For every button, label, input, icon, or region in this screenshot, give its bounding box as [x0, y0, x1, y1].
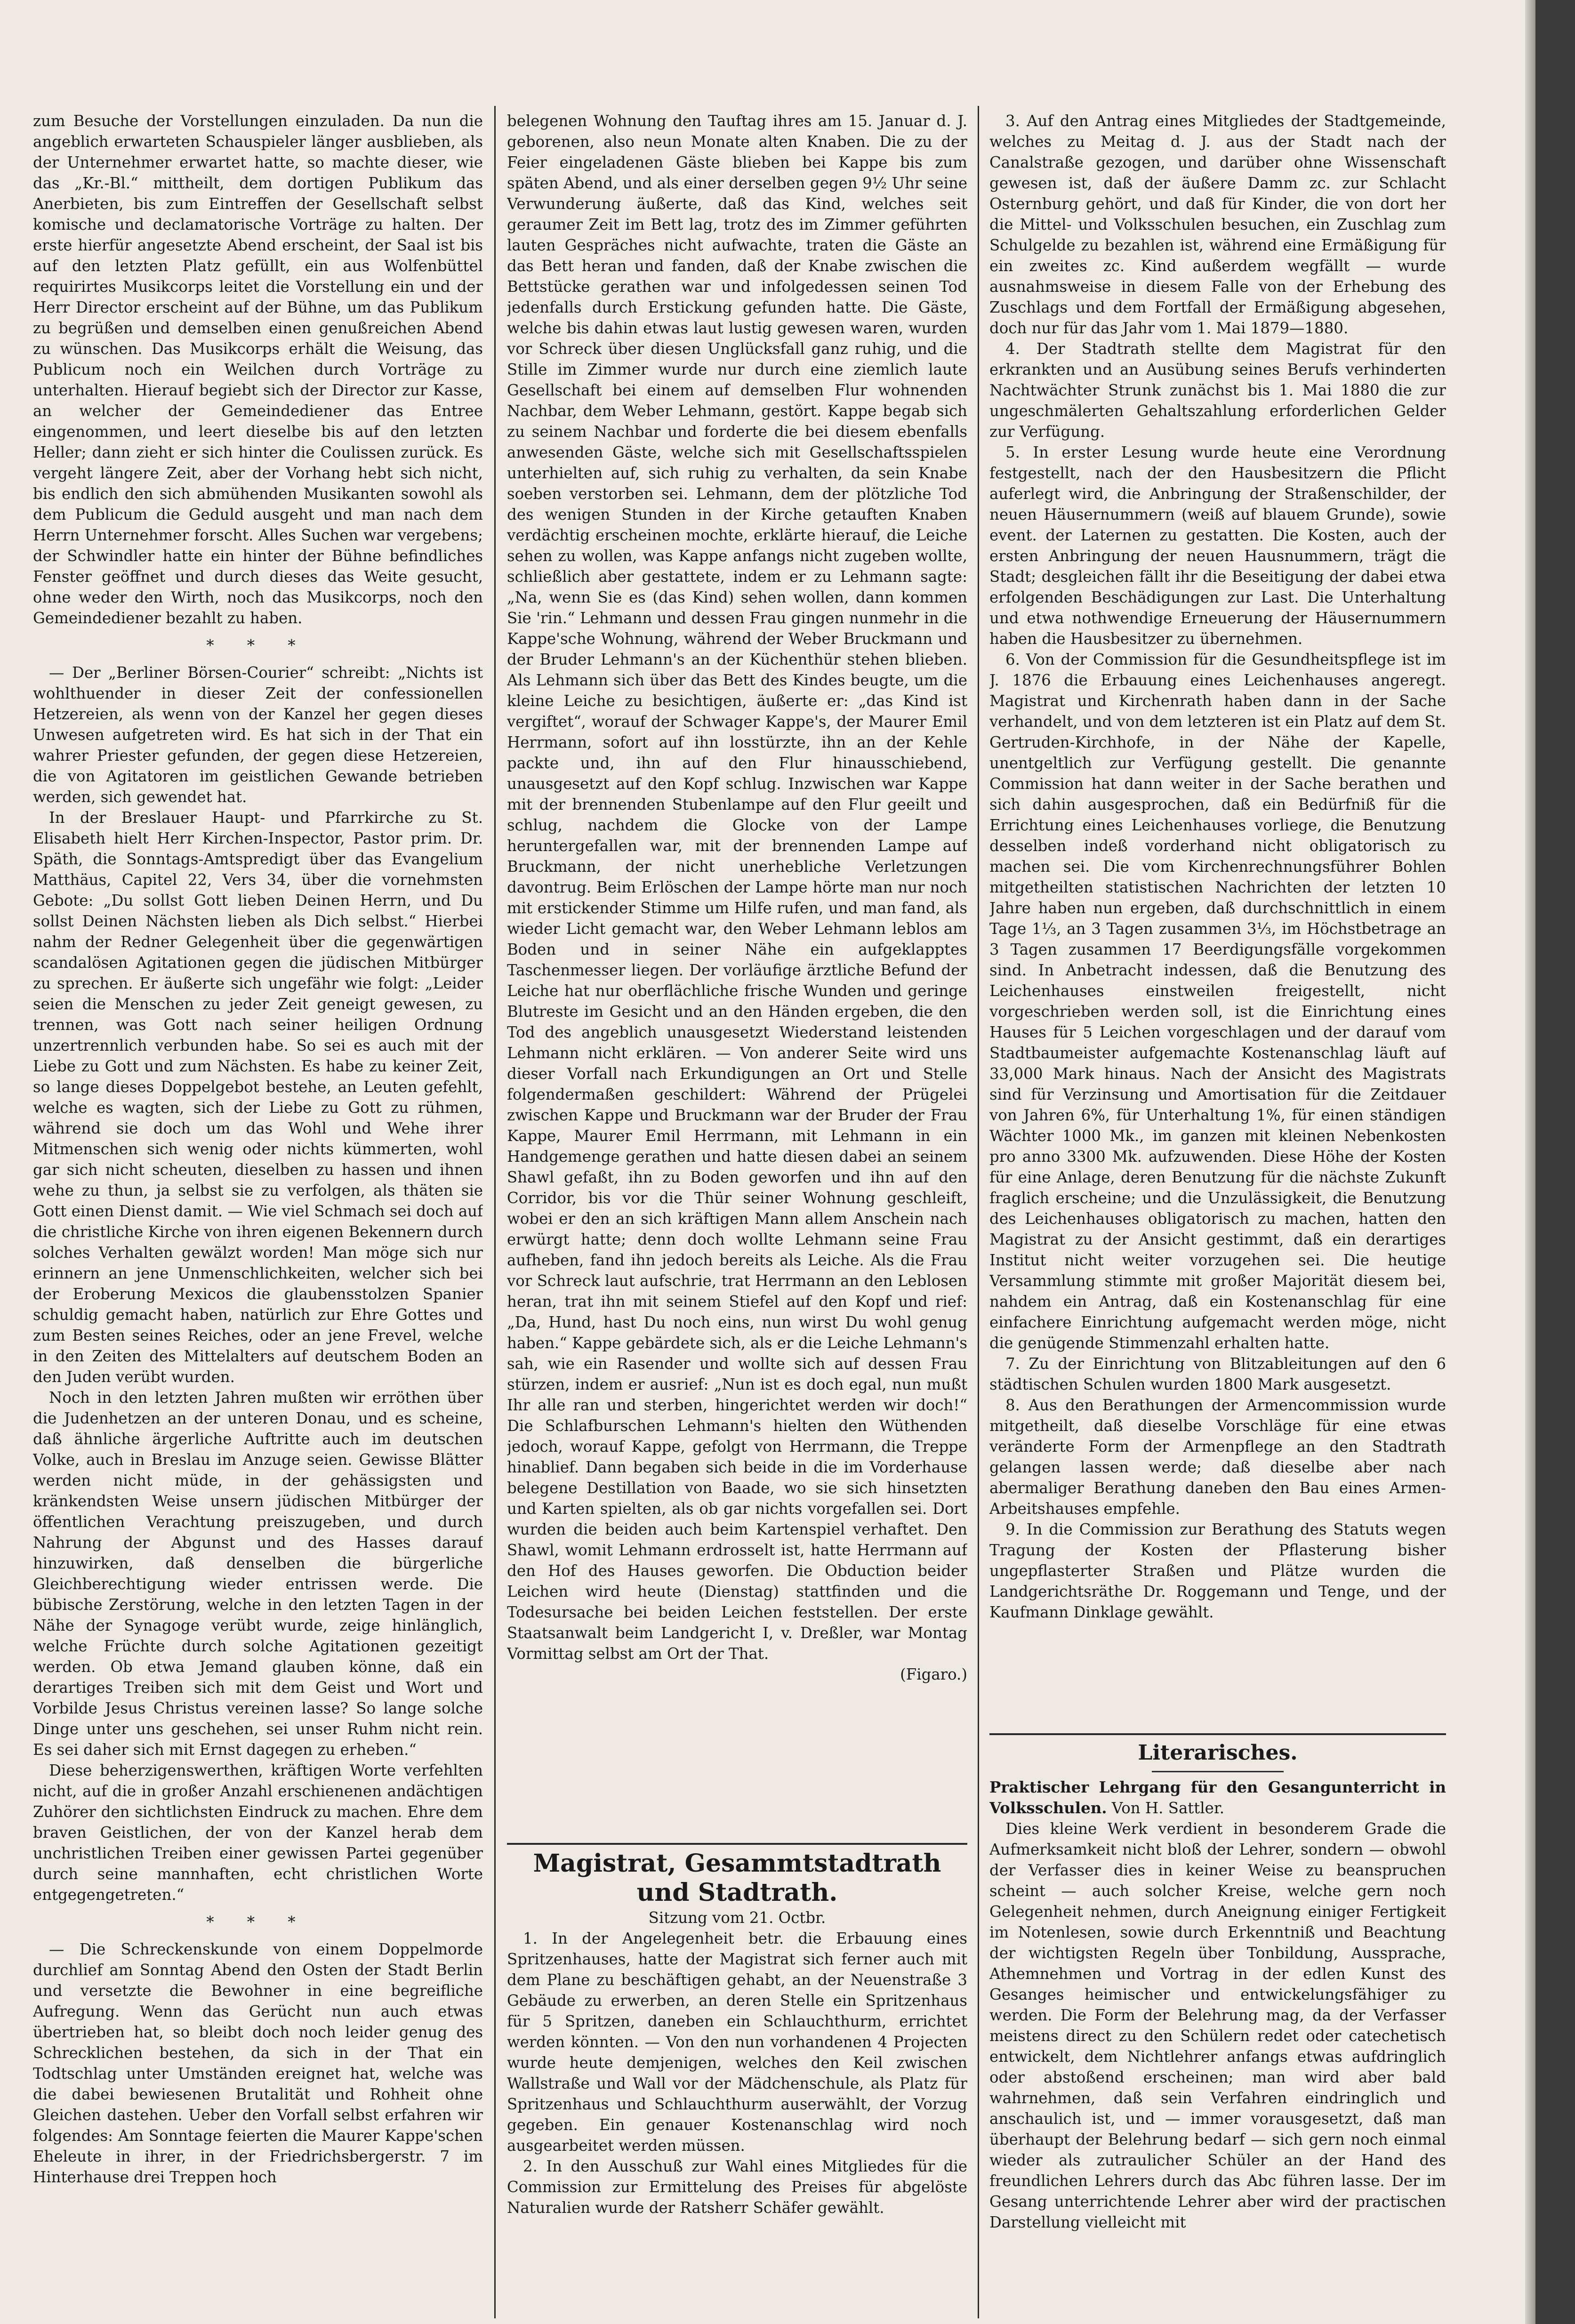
section-heading: Literarisches. [1138, 1741, 1298, 1765]
section-rule [989, 1733, 1446, 1735]
heading-rule [1152, 1771, 1284, 1772]
section-separator: * * * [206, 1913, 310, 1931]
source-attribution: (Figaro.) [900, 1665, 967, 1683]
literary-section [989, 1740, 1446, 2305]
column-rule [494, 106, 496, 2318]
article-text: zum Besuche der Vorstellungen einzuladen. Da nun die angeblich erwarteten Schauspieler länger ausblieben, als der Unternehmer erwartet hatte, so machte dieser, wie das „Kr.-Bl.“ mittheilt, dem dortigen Publikum das Anerbieten, bis zum Eintreffen der Gesellschaft selbst komische und declamatorische Vorträge zu halten. Der erste hierfür angesetzte Abend erscheint, der Saal ist bis auf den letzten Platz gefüllt, ein aus Wolfenbüttel requirirtes Musikcorps leitet die Vorstellung ein und der Herr Director erscheint auf der Bühne, um das Publikum zu begrüßen und demselben einen genußreichen Abend zu wünschen. Das Musikcorps erhält die Weisung, das Publicum noch ein Weilchen durch Vorträge zu unterhalten. Hierauf begiebt sich der Director zur Kasse, an welcher der Gemeindediener das Entree eingenommen, und leert dieselbe bis auf den letzten Heller; dann zieht er sich hinter die Coulissen zurück. Es vergeht längere Zeit, aber der Vorhang hebt sich nicht, bis endlich den sich abmühenden Musikanten sowohl als dem Publicum die Geduld ausgeht und man nach dem Herrn Unternehmer forscht. Alles Suchen war vergebens; der Schwindler hatte ein hinter der Bühne befindliches Fenster geöffnet und durch dieses das Weite gesucht, ohne weder den Wirth, noch das Musikcorps, noch den Gemeindediener bezahlt zu haben. [33, 112, 483, 627]
column-rule [978, 106, 979, 2318]
article-text: 4. Der Stadtrath stellte dem Magistrat für den erkrankten und an Ausübung seines Berufs verhinderten Nachtwächter Strunk zunächst bis 1. Mai 1880 die zur ungeschmälerten Gehaltszahlung erforderlichen Gelder zur Verfügung. [989, 340, 1446, 441]
section-rule [507, 1843, 967, 1845]
page-edge [1525, 0, 1535, 2324]
article-text: 3. Auf den Antrag eines Mitgliedes der Stadtgemeinde, welches zu Meitag d. J. aus der Stadt nach der Canalstraße gezogen, und darüber ohne Wissenschaft gewesen ist, daß der äußere Damm zc. zur Schlacht Osternburg gehört, und daß für Kinder, die von dort her die Mittel- und Volksschulen besuchen, ein Zuschlag zum Schulgelde zu bezahlen ist, während eine Ermäßigung für ein zweites zc. Kind außerdem wegfällt — wurde ausnahmsweise in diesem Falle von der Erhebung des Zuschlags und dem Fortfall der Ermäßigung abgesehen, doch nur für das Jahr vom 1. Mai 1879—1880. [989, 112, 1446, 337]
article-text: Dies kleine Werk verdient in besonderem Grade die Aufmerksamkeit nicht bloß der Lehrer, sondern — obwohl der Verfasser dies in keiner Weise zu beanspruchen scheint — auch solcher Kreise, welche gern noch Gelegenheit nehmen, durch Aneignung einiger Fertigkeit im Notenlesen, sowie durch Erkenntniß und Beachtung der wichtigsten Regeln über Tonbildung, Aussprache, Athemnehmen und Vortrag in der edlen Kunst des Gesanges heimischer und entwickelungsfähiger zu werden. Die Form der Belehrung mag, da der Verfasser meistens direct zu den Schülern redet oder catechetisch entwickelt, dem Nichtlehrer anfangs etwas aufdringlich oder abstoßend erscheinen; man wird aber bald wahrnehmen, daß sein Verfahren eindringlich und anschaulich ist, und — immer vorausgesetzt, daß man überhaupt der Belehrung bedarf — sich gern noch einmal wieder als zutraulicher Schüler an der Hand des freundlichen Lehrers durch das Abc führen lasse. Der im Gesang unterrichtende Lehrer aber wird der practischen Darstellung vielleicht mit [989, 1820, 1446, 2231]
article-text: — Die Schreckenskunde von einem Doppelmorde durchlief am Sonntag Abend den Osten der Stadt Berlin und versetzte die Bewohner in eine begreifliche Aufregung. Wenn das Gerücht nun auch etwas übertrieben hat, so bleibt doch noch leider genug des Schrecklichen bestehen, da sich in der That ein Todtschlag unter Umständen ereignet hat, welche was die dabei bewiesenen Brutalität und Rohheit ohne Gleichen dastehen. Ueber den Vorfall selbst erfahren wir folgendes: Am Sonntage feierten die Maurer Kappe'schen Eheleute in ihrer, in der Friedrichsbergerstr. 7 im Hinterhause drei Treppen hoch [33, 1940, 483, 2186]
article-text: In der Breslauer Haupt- und Pfarrkirche zu St. Elisabeth hielt Herr Kirchen-Inspector, Pastor prim. Dr. Späth, die Sonntags-Amtspredigt über das Evangelium Matthäus, Capitel 22, Vers 34, über die vornehmsten Gebote: „Du sollst Gott lieben Deinen Herrn, und Du sollst Deinen Nächsten lieben als Dich selbst.“ Hierbei nahm der Redner Gelegenheit über die gegenwärtigen scandalösen Agitationen gegen die jüdischen Mitbürger zu sprechen. Er äußerte sich ungefähr wie folgt: „Leider seien die Menschen zu jeder Zeit geneigt gewesen, zu trennen, was Gott nach seiner heiligen Ordnung unzertrennlich verbunden habe. So sei es auch mit der Liebe zu Gott und zum Nächsten. Es habe zu keiner Zeit, so lange dieses Doppelgebot bestehe, an Leuten gefehlt, welche es wagten, sich der Liebe zu Gott zu rühmen, während sie doch um das Wohl und Wehe ihrer Mitmenschen sich wenig oder nichts kümmerten, wohl gar sich nicht scheuten, dieselben zu hassen und ihnen wehe zu thun, ja selbst sie zu verfolgen, als thäten sie Gott einen Dienst damit. — Wie viel Schmach sei doch auf die christliche Kirche von ihren eigenen Bekennern durch solches Verhalten gewälzt worden! Man möge sich nur erinnern an jene Unmenschlichkeiten, welcher sich bei der Eroberung Mexicos die glaubensstolzen Spanier schuldig gemacht haben, natürlich zur Ehre Gottes und zum Besten seines Reiches, oder an jene Frevel, welche in den Zeiten des Mittelalters auf deutschem Boden an den Juden verübt wurden. [33, 809, 483, 1386]
middle-column [507, 111, 967, 1963]
article-text: — Der „Berliner Börsen-Courier“ schreibt: „Nichts ist wohlthuender in dieser Zeit der confessionellen Hetzereien, als wenn von der Kanzel her gegen dieses Unwesen aufgetreten wird. Es hat sich in der That ein wahrer Priester gefunden, der gegen diese Hetzereien, die von Agitatoren im geistlichen Gewande betrieben werden, sich gewendet hat. [33, 664, 483, 806]
article-text: 5. In erster Lesung wurde heute eine Verordnung festgestellt, nach der den Hausbesitzern die Pflicht auferlegt wird, die Anbringung der Straßenschilder, der neuen Häusernummern (weiß auf blauem Grunde), sowie event. der Laternen zu gestatten. Die Kosten, auch der ersten Anbringung der neuen Hausnummern, trägt die Stadt; desgleichen fällt ihr die Beseitigung der dabei etwa erfolgenden Beschädigungen zur Last. Die Unterhaltung und etwa nothwendige Erneuerung der Häusernummern haben die Hausbesitzer zu übernehmen. [989, 443, 1446, 648]
scan-background [1535, 0, 1575, 2324]
article-text: 8. Aus den Berathungen der Armencommission wurde mitgetheilt, daß dieselbe Vorschläge für eine etwas veränderte Form der Armenpflege an den Stadtrath gelangen lassen werde; daß dieselbe aber nach abermaliger Berathung daneben den Bau eines Armen-Arbeitshauses empfehle. [989, 1396, 1446, 1518]
article-text: Diese beherzigenswerthen, kräftigen Worte verfehlten nicht, auf die in großer Anzahl erschienenen andächtigen Zuhörer den sichtlichsten Eindruck zu machen. Ehre dem braven Geistlichen, der von der Kanzel herab dem unchristlichen Treiben einer gewissen Partei gegenüber durch seine mannhaften, echt christlichen Worte entgegengetreten.“ [33, 1761, 483, 1904]
book-author: Von H. Sattler. [1111, 1799, 1225, 1817]
article-text: Noch in den letzten Jahren mußten wir erröthen über die Judenhetzen an der unteren Donau, und es scheine, daß ähnliche ärgerliche Auftritte auch im deutschen Volke, auch in Breslau im Anzuge seien. Gewisse Blätter werden nicht müde, in der gehässigsten und kränkendsten Weise unsern jüdischen Mitbürger der öffentlichen Verachtung preiszugeben, und durch Nahrung der Abgunst und des Hasses darauf hinzuwirken, daß denselben die bürgerliche Gleichberechtigung wieder entrissen werde. Die bübische Zerstörung, welche in den letzten Tagen in der Nähe der Synagoge verübt wurde, zeige hinlänglich, welche Früchte durch solche Agitationen gezeitigt werden. Ob etwa Jemand glauben könne, daß ein derartiges Treiben sich mit dem Geist und Wort und Vorbilde Jesus Christus vereinen lasse? So lange solche Dinge unter uns geschehen, sei unser Ruhm nicht rein. Es sei daher sich mit Ernst dagegen zu erheben.“ [33, 1389, 483, 1759]
article-text: 6. Von der Commission für die Gesundheitspflege ist im J. 1876 die Erbauung eines Leichenhauses angeregt. Magistrat und Kirchenrath haben dann in der Sache verhandelt, und von dem letzteren ist ein Platz auf dem St. Gertruden-Kirchhofe, in der Nähe der Kapelle, unentgeltlich zur Verfügung gestellt. Die genannte Commission hat dann weiter in der Sache berathen und sich dahin ausgesprochen, daß ein Bedürfniß für die Errichtung eines Leichenhauses vorliege, die Benutzung desselben indeß vorderhand nicht obligatorisch zu machen sei. Die vom Kirchenrechnungsführer Bohlen mitgetheilten statistischen Nachrichten der letzten 10 Jahre haben nun ergeben, daß durchschnittlich in einem Tage 1⅓, an 3 Tagen zusammen 3⅓, im Höchstbetrage an 3 Tagen zusammen 17 Beerdigungsfälle vorgekommen sind. In Anbetracht indessen, daß die Benutzung des Leichenhauses einstweilen freigestellt, nicht vorgeschrieben werden soll, ist die Einrichtung eines Hauses für 5 Leichen vorgeschlagen und der darauf vom Stadtbaumeister aufgemachte Kostenanschlag läuft auf 33,000 Mark hinaus. Nach der Ansicht des Magistrats sind für Verzinsung und Amortisation für die Zeitdauer von Jahren 6%, für Unterhaltung 1%, für einen ständigen Wächter 1000 Mk., im ganzen mit kleinen Nebenkosten pro anno 3300 Mk. aufzuwenden. Diese Höhe der Kosten für eine Anlage, deren Benutzung für die nächste Zukunft fraglich erscheine; und die Unzulässigkeit, die Benutzung des Leichenhauses obligatorisch zu machen, hatten den Magistrat zu der Ansicht gestimmt, daß ein derartiges Institut nicht weiter vorzugehen sei. Die heutige Versammlung stimmte mit großer Majorität diesem bei, nahdem ein Antrag, daß ein Kostenanschlag für eine einfachere Einrichtung aufgemacht werden möge, nicht die genügende Stimmenzahl erhalten hatte. [989, 651, 1446, 1352]
right-column [989, 111, 1446, 1730]
magistrat-section [507, 1849, 967, 2292]
book-title: Praktischer Lehrgang für den Gesangunterricht in Volksschulen. [989, 1778, 1446, 1817]
left-column [33, 111, 483, 2318]
article-text: 7. Zu der Einrichtung von Blitzableitungen auf den 6 städtischen Schulen wurden 1800 Mark ausgesetzt. [989, 1355, 1446, 1393]
session-date: Sitzung vom 21. Octbr. [648, 1909, 826, 1927]
section-separator: * * * [206, 636, 310, 654]
article-text: 2. In den Ausschuß zur Wahl eines Mitgliedes für die Commission zur Ermittelung des Preises für abgelöste Naturalien wurde der Ratsherr Schäfer gewählt. [507, 2157, 967, 2217]
article-text: 9. In die Commission zur Berathung des Statuts wegen Tragung der Kosten der Pflasterung bisher ungepflasterter Straßen und Plätze wurden die Landgerichtsräthe Dr. Roggemann und Tenge, und der Kaufmann Dinklage gewählt. [989, 1520, 1446, 1621]
article-text: 1. In der Angelegenheit betr. die Erbauung eines Spritzenhauses, hatte der Magistrat sich ferner auch mit dem Plane zu beschäftigen gehabt, an der Neuenstraße 3 Gebäude zu erwerben, an deren Stelle ein Spritzenhaus für 5 Spritzen, daneben ein Schlauchthurm, errichtet werden könnten. — Von den nun vorhandenen 4 Projecten wurde heute demjenigen, welches den Keil zwischen Wallstraße und Wall vor der Mädchenschule, als Platz für Spritzenhaus und Schlauchthurm auserwählt, der Vorzug gegeben. Ein genauer Kostenanschlag wird noch ausgearbeitet werden müssen. [507, 1930, 967, 2155]
article-text: belegenen Wohnung den Tauftag ihres am 15. Januar d. J. geborenen, also neun Monate alten Knaben. Die zu der Feier eingeladenen Gäste blieben bei Kappe bis zum späten Abend, und als einer derselben gegen 9½ Uhr seine Verwunderung äußerte, daß das Kind, welches seit geraumer Zeit im Bett lag, trotz des im Zimmer geführten lauten Gespräches nicht aufwachte, traten die Gäste an das Bett heran und fanden, daß der Knabe zwischen die Bettstücke gerathen war und infolgedessen seinen Tod jedenfalls durch Erstickung gefunden hatte. Die Gäste, welche bis dahin etwas laut lustig gewesen waren, wurden vor Schreck über diesen Unglücksfall ganz ruhig, und die Stille im Zimmer wurde nur durch eine ziemlich laute Gesellschaft bei einem auf demselben Flur wohnenden Nachbar, dem Weber Lehmann, gestört. Kappe begab sich zu seinem Nachbar und forderte die bei diesem ebenfalls anwesenden Gäste, welche sich mit Gesellschaftsspielen unterhielten auf, sich ruhig zu verhalten, da sein Knabe soeben verstorben sei. Lehmann, dem der plötzliche Tod des wenigen Stunden in der Kirche getauften Knaben verdächtig erscheinen mochte, erklärte hierauf, die Leiche sehen zu wollen, was Kappe anfangs nicht zugeben wollte, schließlich aber gestattete, indem er zu Lehmann sagte: „Na, wenn Sie es (das Kind) sehen wollen, dann kommen Sie 'rin.“ Lehmann und dessen Frau gingen nunmehr in die Kappe'sche Wohnung, während der Weber Bruckmann und der Bruder Lehmann's an der Küchenthür stehen blieben. Als Lehmann sich über das Bett des Kindes beugte, um die kleine Leiche zu besichtigen, äußerte er: „das Kind ist vergiftet“, worauf der Schwager Kappe's, der Maurer Emil Herrmann, sofort auf ihn losstürzte, ihn an der Kehle packte und, ihn auf den Flur hinausschiebend, unausgesetzt auf den Kopf schlug. Inzwischen war Kappe mit der brennenden Stubenlampe auf den Flur geeilt und schlug, nachdem die Glocke von der Lampe heruntergefallen war, mit der brennenden Lampe auf Bruckmann, der nicht unerhebliche Verletzungen davontrug. Beim Erlöschen der Lampe hörte man nur noch mit erstickender Stimme um Hilfe rufen, und man fand, als wieder Licht gemacht war, den Weber Lehmann leblos am Boden und in seiner Nähe ein aufgeklapptes Taschenmesser liegen. Der vorläufige ärztliche Befund der Leiche hat nur oberflächliche frische Wunden und geringe Blutreste im Gesicht und an den Händen ergeben, die den Tod des angeblich unausgesetzt Wiederstand leistenden Lehmann nicht erklären. — Von anderer Seite wird uns dieser Vorfall nach Erkundigungen an Ort und Stelle folgendermaßen geschildert: Während der Prügelei zwischen Kappe und Bruckmann war der Bruder der Frau Kappe, Maurer Emil Herrmann, mit Lehmann in ein Handgemenge gerathen und hatte diesen dabei an seinem Shawl gefaßt, ihn zu Boden geworfen und ihn auf den Corridor, bis vor die Thür seiner Wohnung geschleift, wobei er den an sich kräftigen Mann allem Anschein nach erwürgt hatte; denn doch wollte Lehmann seine Frau aufheben, fand ihn jedoch bereits als Leiche. Als die Frau vor Schreck laut aufschrie, trat Herrmann an den Leblosen heran, trat ihn mit seinem Stiefel auf den Kopf und rief: „Da, Hund, hast Du noch eins, nun wirst Du wohl genug haben.“ Kappe gebärdete sich, als er die Leiche Lehmann's sah, wie ein Rasender und wollte sich auf dessen Frau stürzen, indem er ausrief: „Nun ist es doch egal, nun mußt Ihr alle ran und sterben, hingerichtet werden wir doch!“ Die Schlafburschen Lehmann's hielten den Wüthenden jedoch, worauf Kappe, gefolgt von Herrmann, die Treppe hinablief. Dann begaben sich beide in die im Vorderhause belegene Destillation von Baade, wo sie sich hinsetzten und Karten spielten, als ob gar nichts vorgefallen sei. Dort wurden die beiden auch beim Kartenspiel verhaftet. Den Shawl, womit Lehmann erdrosselt ist, hatte Herrmann auf den Hof des Hauses geworfen. Die Obduction beider Leichen wird heute (Dienstag) stattfinden und die Todesursache bei beiden Leichen feststellen. Der erste Staatsanwalt beim Landgericht I, v. Dreßler, war Montag Vormittag selbst am Ort der That. [507, 112, 967, 1663]
section-heading: Magistrat, Gesammtstadtrath und Stadtrath. [533, 1849, 941, 1907]
